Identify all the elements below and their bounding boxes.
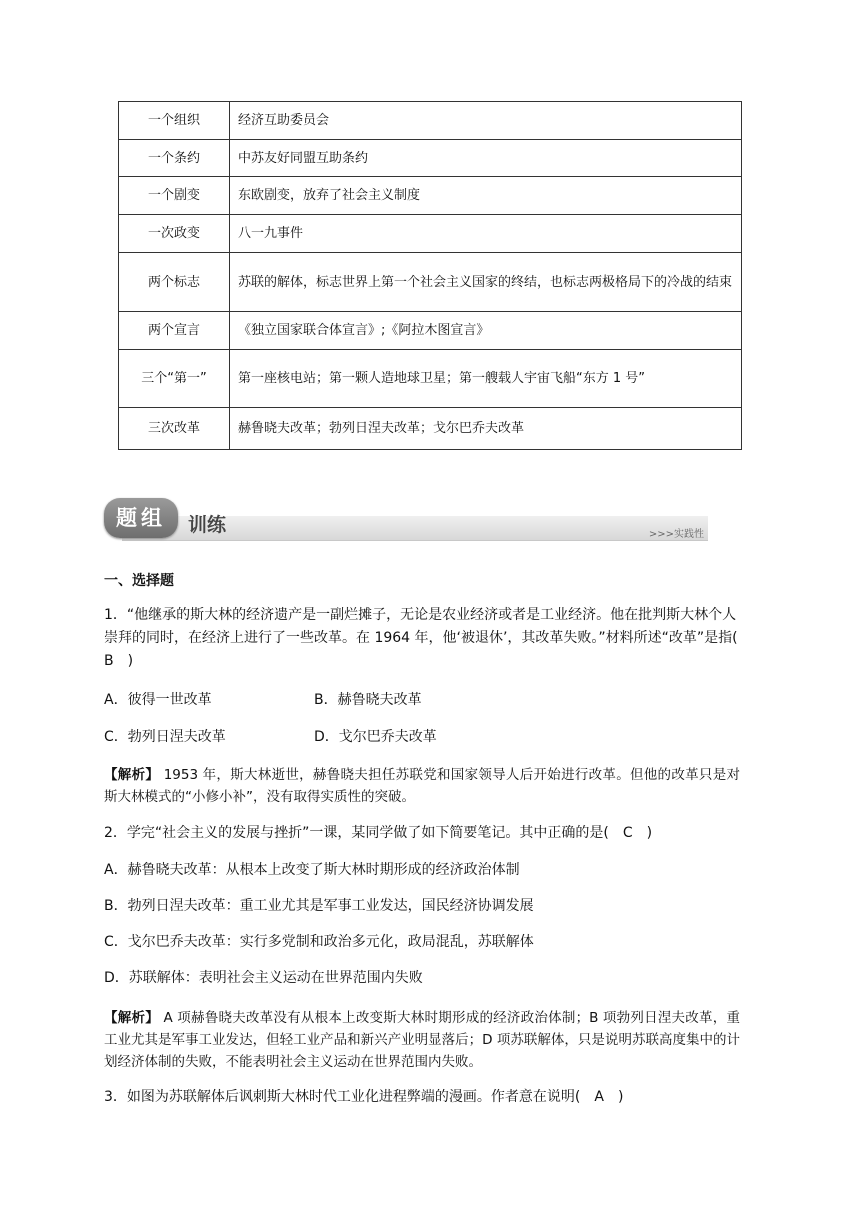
question-1-analysis xyxy=(104,764,740,808)
question-2-option-a: A．赫鲁晓夫改革：从根本上改变了斯大林时期形成的经济政治体制 xyxy=(104,862,520,878)
row-content: 赫鲁晓夫改革；勃列日涅夫改革；戈尔巴乔夫改革 xyxy=(230,408,742,450)
question-2-text: 2．学完“社会主义的发展与挫折”一课，某同学做了如下简要笔记。其中正确的是( C ) xyxy=(104,825,653,841)
table-row xyxy=(119,312,742,350)
section-heading: 一、选择题 xyxy=(104,573,174,589)
row-content: 东欧剧变，放弃了社会主义制度 xyxy=(230,177,742,215)
table-row xyxy=(119,253,742,312)
row-content: 中苏友好同盟互助条约 xyxy=(230,140,742,177)
question-3-text: 3．如图为苏联解体后讽刺斯大林时代工业化进程弊端的漫画。作者意在说明( A ) xyxy=(104,1089,624,1105)
analysis-label: 【解析】 xyxy=(104,1010,159,1026)
row-label: 两个宣言 xyxy=(119,312,230,350)
analysis-label: 【解析】 xyxy=(104,767,160,783)
question-1-option-b: B．赫鲁晓夫改革 xyxy=(314,692,422,708)
banner-title: 训练 xyxy=(188,514,227,536)
table-row xyxy=(119,215,742,253)
summary-table xyxy=(118,101,742,450)
table-row xyxy=(119,177,742,215)
row-label: 一个组织 xyxy=(119,102,230,140)
question-2-option-d: D．苏联解体：表明社会主义运动在世界范围内失败 xyxy=(104,970,423,986)
row-label: 一个条约 xyxy=(119,140,230,177)
table-row xyxy=(119,408,742,450)
row-label: 一个剧变 xyxy=(119,177,230,215)
question-2-option-c: C．戈尔巴乔夫改革：实行多党制和政治多元化，政局混乱，苏联解体 xyxy=(104,934,534,950)
question-1-option-c: C．勃列日涅夫改革 xyxy=(104,729,226,745)
row-label: 一次政变 xyxy=(119,215,230,253)
analysis-text: 1953 年，斯大林逝世，赫鲁晓夫担任苏联党和国家领导人后开始进行改革。但他的改革只是对斯大林模式的“小修小补”，没有取得实质性的突破。 xyxy=(104,767,740,805)
row-content: 八一九事件 xyxy=(230,215,742,253)
row-content: 苏联的解体，标志世界上第一个社会主义国家的终结，也标志两极格局下的冷战的结束 xyxy=(230,253,742,312)
section-banner xyxy=(104,498,708,542)
row-label: 三个“第一” xyxy=(119,350,230,408)
table-row xyxy=(119,102,742,140)
question-1-option-d: D．戈尔巴乔夫改革 xyxy=(314,729,437,745)
row-content: 《独立国家联合体宣言》;《阿拉木图宣言》 xyxy=(230,312,742,350)
row-content: 经济互助委员会 xyxy=(230,102,742,140)
row-content: 第一座核电站；第一颗人造地球卫星；第一艘载人宇宙飞船“东方 1 号” xyxy=(230,350,742,408)
question-2-option-b: B．勃列日涅夫改革：重工业尤其是军事工业发达，国民经济协调发展 xyxy=(104,898,534,914)
analysis-text: A 项赫鲁晓夫改革没有从根本上改变斯大林时期形成的经济政治体制；B 项勃列日涅夫改革，重工业尤其是军事工业发达，但轻工业产品和新兴产业明显落后；D 项苏联解体，只是说明苏联高度集中的计划经济体制的失败，不能表明社会主义运动在世界范围内失败。 xyxy=(104,1010,741,1070)
question-1-text: 1．“他继承的斯大林的经济遗产是一副烂摊子，无论是农业经济或者是工业经济。他在批判斯大林个人崇拜的同时，在经济上进行了一些改革。在 1964 年，他‘被退休’，其改革失败。”材料所述“改革”是指( B ) xyxy=(104,607,752,669)
row-label: 三次改革 xyxy=(119,408,230,450)
table-row xyxy=(119,350,742,408)
question-1-option-a: A．彼得一世改革 xyxy=(104,692,212,708)
table-row xyxy=(119,140,742,177)
banner-badge-text: 题组 xyxy=(116,506,166,530)
row-label: 两个标志 xyxy=(119,253,230,312)
question-2-analysis xyxy=(104,1007,740,1073)
banner-tag: >>>实践性 xyxy=(648,529,704,540)
